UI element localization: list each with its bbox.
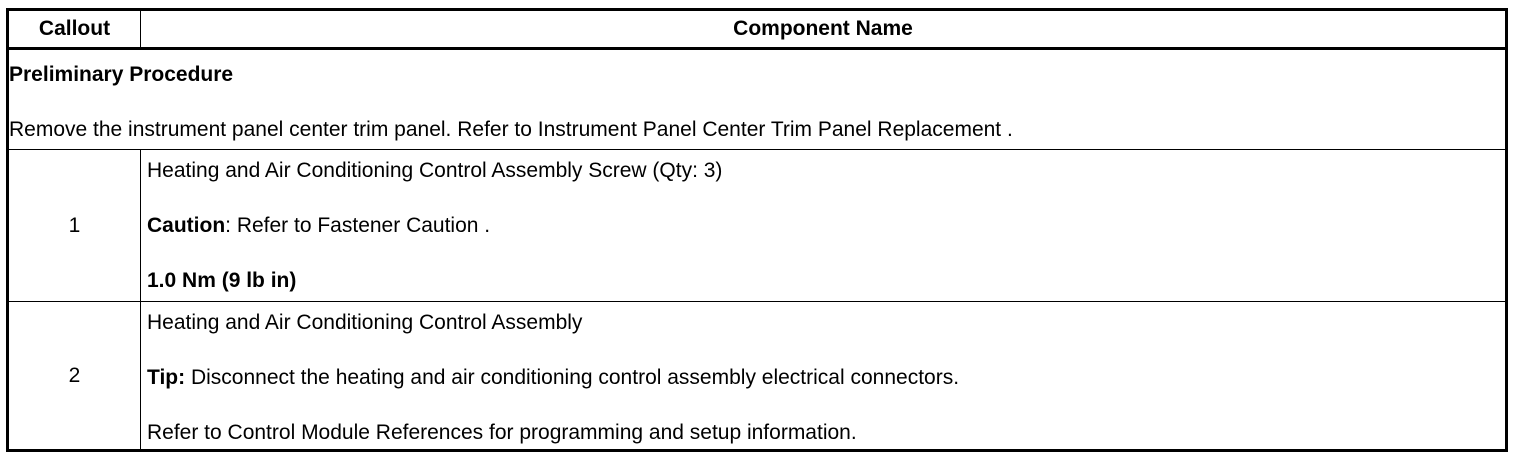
tip-line — [147, 364, 1505, 391]
caution-text: : Refer to Fastener Caution . — [225, 214, 491, 237]
table-row — [8, 302, 1507, 451]
preliminary-procedure-cell — [8, 49, 1507, 150]
header-row — [8, 10, 1507, 49]
programming-note: Refer to Control Module References for programming and setup information. — [147, 421, 857, 444]
preliminary-procedure-row — [8, 49, 1507, 150]
procedure-table — [6, 8, 1508, 452]
component-description — [141, 302, 1507, 451]
caution-label: Caution — [147, 214, 226, 237]
component-name: Heating and Air Conditioning Control Assembly Screw (Qty: 3) — [147, 159, 723, 182]
header-component-name: Component Name — [141, 10, 1507, 49]
component-name: Heating and Air Conditioning Control Assembly — [147, 311, 583, 334]
callout-number: 1 — [8, 150, 141, 302]
preliminary-heading: Preliminary Procedure — [9, 63, 234, 86]
torque-spec: 1.0 Nm (9 lb in) — [147, 269, 297, 292]
header-callout: Callout — [8, 10, 141, 49]
preliminary-text: Remove the instrument panel center trim panel. Refer to Instrument Panel Center Trim Panel Replacement . — [9, 118, 1013, 141]
tip-label: Tip: — [147, 366, 186, 389]
caution-line — [147, 212, 1505, 239]
tip-text: Disconnect the heating and air conditioning control assembly electrical connectors. — [185, 366, 960, 389]
component-description — [141, 150, 1507, 302]
callout-number: 2 — [8, 302, 141, 451]
table-row — [8, 150, 1507, 302]
